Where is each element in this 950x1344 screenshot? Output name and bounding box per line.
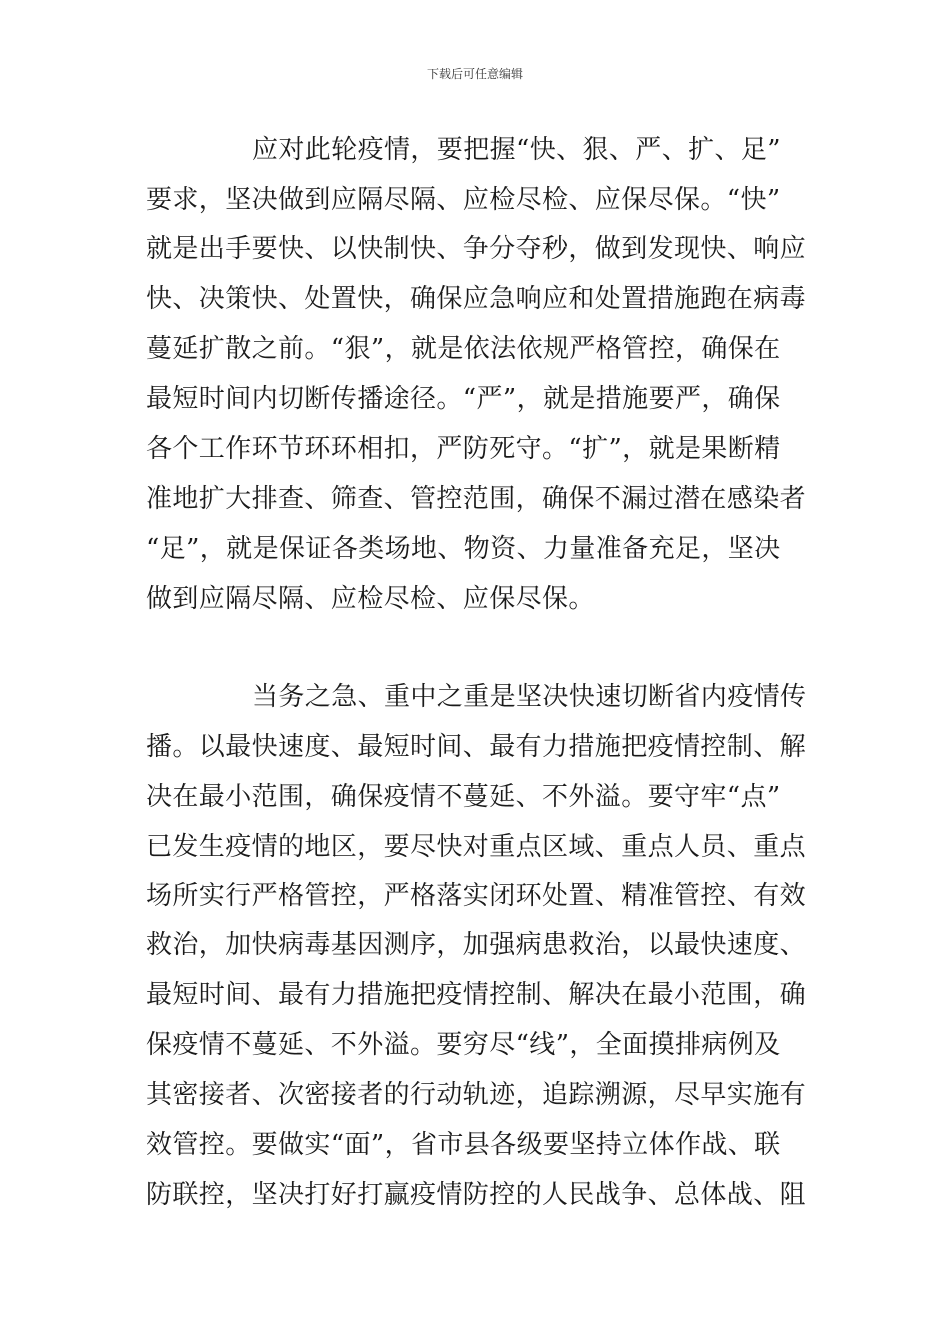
page-header: 下载后可任意编辑 <box>426 67 523 81</box>
text-line: 最短时间、最有力措施把疫情控制、解决在最小范围，确 <box>146 980 807 1010</box>
text-line: 当务之急、重中之重是坚决快速切断省内疫情传 <box>252 682 807 712</box>
text-line: 已发生疫情的地区，要尽快对重点区域、重点人员、重点 <box>146 832 807 862</box>
text-line: 其密接者、次密接者的行动轨迹，追踪溯源，尽早实施有 <box>146 1080 807 1110</box>
text-line: 各个工作环节环环相扣，严防死守。“扩”，就是果断精 <box>146 434 781 464</box>
text-line: 保疫情不蔓延、不外溢。要穷尽“线”，全面摸排病例及 <box>146 1030 781 1060</box>
text-line: 就是出手要快、以快制快、争分夺秒，做到发现快、响应 <box>146 234 807 264</box>
text-line: 场所实行严格管控，严格落实闭环处置、精准管控、有效 <box>146 881 807 911</box>
text-line: 最短时间内切断传播途径。“严”，就是措施要严，确保 <box>146 384 781 414</box>
text-line: 快、决策快、处置快，确保应急响应和处置措施跑在病毒 <box>146 284 807 314</box>
text-line: 防联控，坚决打好打赢疫情防控的人民战争、总体战、阻 <box>146 1180 807 1210</box>
text-line: 播。以最快速度、最短时间、最有力措施把疫情控制、解 <box>146 732 807 762</box>
text-line: “足”，就是保证各类场地、物资、力量准备充足，坚决 <box>146 534 781 564</box>
text-line: 要求，坚决做到应隔尽隔、应检尽检、应保尽保。“快” <box>146 185 781 215</box>
text-line: 决在最小范围，确保疫情不蔓延、不外溢。要守牢“点” <box>146 782 781 812</box>
text-line: 做到应隔尽隔、应检尽检、应保尽保。 <box>146 584 595 614</box>
text-line: 准地扩大排查、筛查、管控范围，确保不漏过潜在感染者 <box>146 484 807 514</box>
text-line: 应对此轮疫情，要把握“快、狠、严、扩、足” <box>252 135 781 165</box>
text-line: 救治，加快病毒基因测序，加强病患救治，以最快速度、 <box>146 930 807 960</box>
text-line: 效管控。要做实“面”，省市县各级要坚持立体作战、联 <box>146 1130 781 1160</box>
text-line: 蔓延扩散之前。“狠”，就是依法依规严格管控，确保在 <box>146 334 781 364</box>
